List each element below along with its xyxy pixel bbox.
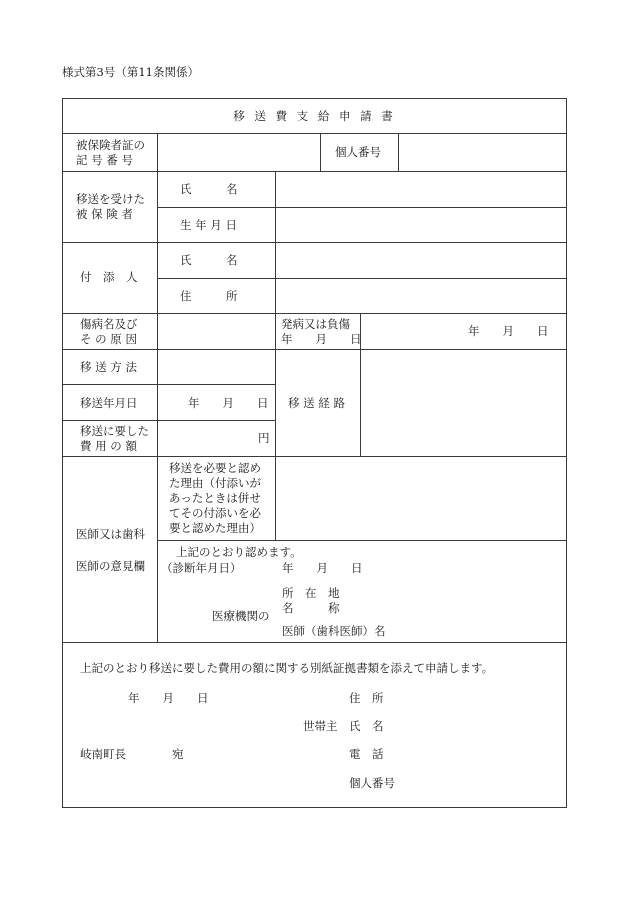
application-date: 年 月 日 [128,691,209,705]
form-title: 移 送 費 支 給 申 請 書 [233,109,396,123]
applicant-personal-number-label: 個人番号 [349,776,395,790]
dob-label: 生 年 月 日 [180,218,237,232]
rule [275,313,276,540]
honorific: 宛 [172,747,184,761]
rule [62,420,276,421]
reason-line: 移送を必要と認め [169,461,261,475]
diagnosis-date-value: 年 月 日 [282,561,363,575]
transport-method-label: 移 送 方 法 [80,360,137,374]
head-of-household-label: 世帯主 [303,719,338,733]
rule [62,171,567,172]
rule [62,349,567,350]
rule [62,642,567,643]
attendant-address-label: 住 所 [180,289,238,303]
diagnosis-date-label: （診断年月日） [161,561,242,575]
onset-label: 年 月 日 [281,332,362,346]
transported-person-label: 被 保 険 者 [76,207,133,221]
rule [62,456,567,457]
transport-date-value: 年 月 日 [188,396,269,410]
transport-route-label: 移 送 経 路 [288,396,345,410]
insured-card-label: 記 号 番 号 [76,153,133,167]
cost-unit: 円 [258,431,270,445]
applicant-address-label: 住 所 [349,691,384,705]
reason-line: 要と認めた理由） [169,521,261,535]
reason-line: あったときは併せ [169,491,261,505]
reason-line: た理由（付添いが [169,476,261,490]
location-label: 所 在 地 [282,586,340,600]
rule [157,133,158,642]
transport-cost-label: 移送に要した [80,424,149,438]
name-label: 氏 名 [180,182,238,196]
certified-statement: 上記のとおり認めます。 [176,545,302,559]
doctor-name-label: 医師（歯科医師）名 [282,624,386,638]
rule [398,133,399,171]
institution-label: 医療機関の [212,609,270,623]
onset-label: 発病又は負傷 [281,317,350,331]
form-number: 様式第3号（第11条関係） [62,65,199,79]
rule [62,384,276,385]
rule [62,313,567,314]
rule [157,278,567,279]
applicant-phone-label: 電 話 [349,747,384,761]
transport-date-label: 移送年月日 [80,396,138,410]
transported-person-label: 移送を受けた [76,192,145,206]
rule [320,133,321,171]
rule [157,207,567,208]
onset-date: 年 月 日 [468,324,549,338]
illness-label: 傷病名及び [80,317,138,331]
attendant-name-label: 氏 名 [180,253,238,267]
rule [157,540,567,541]
personal-number-label: 個人番号 [335,145,381,159]
insured-card-label: 被保険者証の [76,138,145,152]
applicant-name-label: 氏 名 [349,719,384,733]
doctor-opinion-label: 医師又は歯科 [76,527,145,541]
application-statement: 上記のとおり移送に要した費用の額に関する別紙証拠書類を添えて申請します。 [80,661,494,675]
doctor-opinion-label: 医師の意見欄 [76,559,145,573]
recipient: 岐南町長 [80,747,126,761]
rule [275,171,276,313]
transport-cost-label: 費 用 の 額 [80,439,137,453]
attendant-label: 付 添 人 [80,270,138,284]
institution-name-label: 名 称 [282,601,340,615]
reason-line: てその付添いを必 [169,506,261,520]
rule [62,242,567,243]
illness-label: そ の 原 因 [80,332,137,346]
rule [62,133,567,134]
